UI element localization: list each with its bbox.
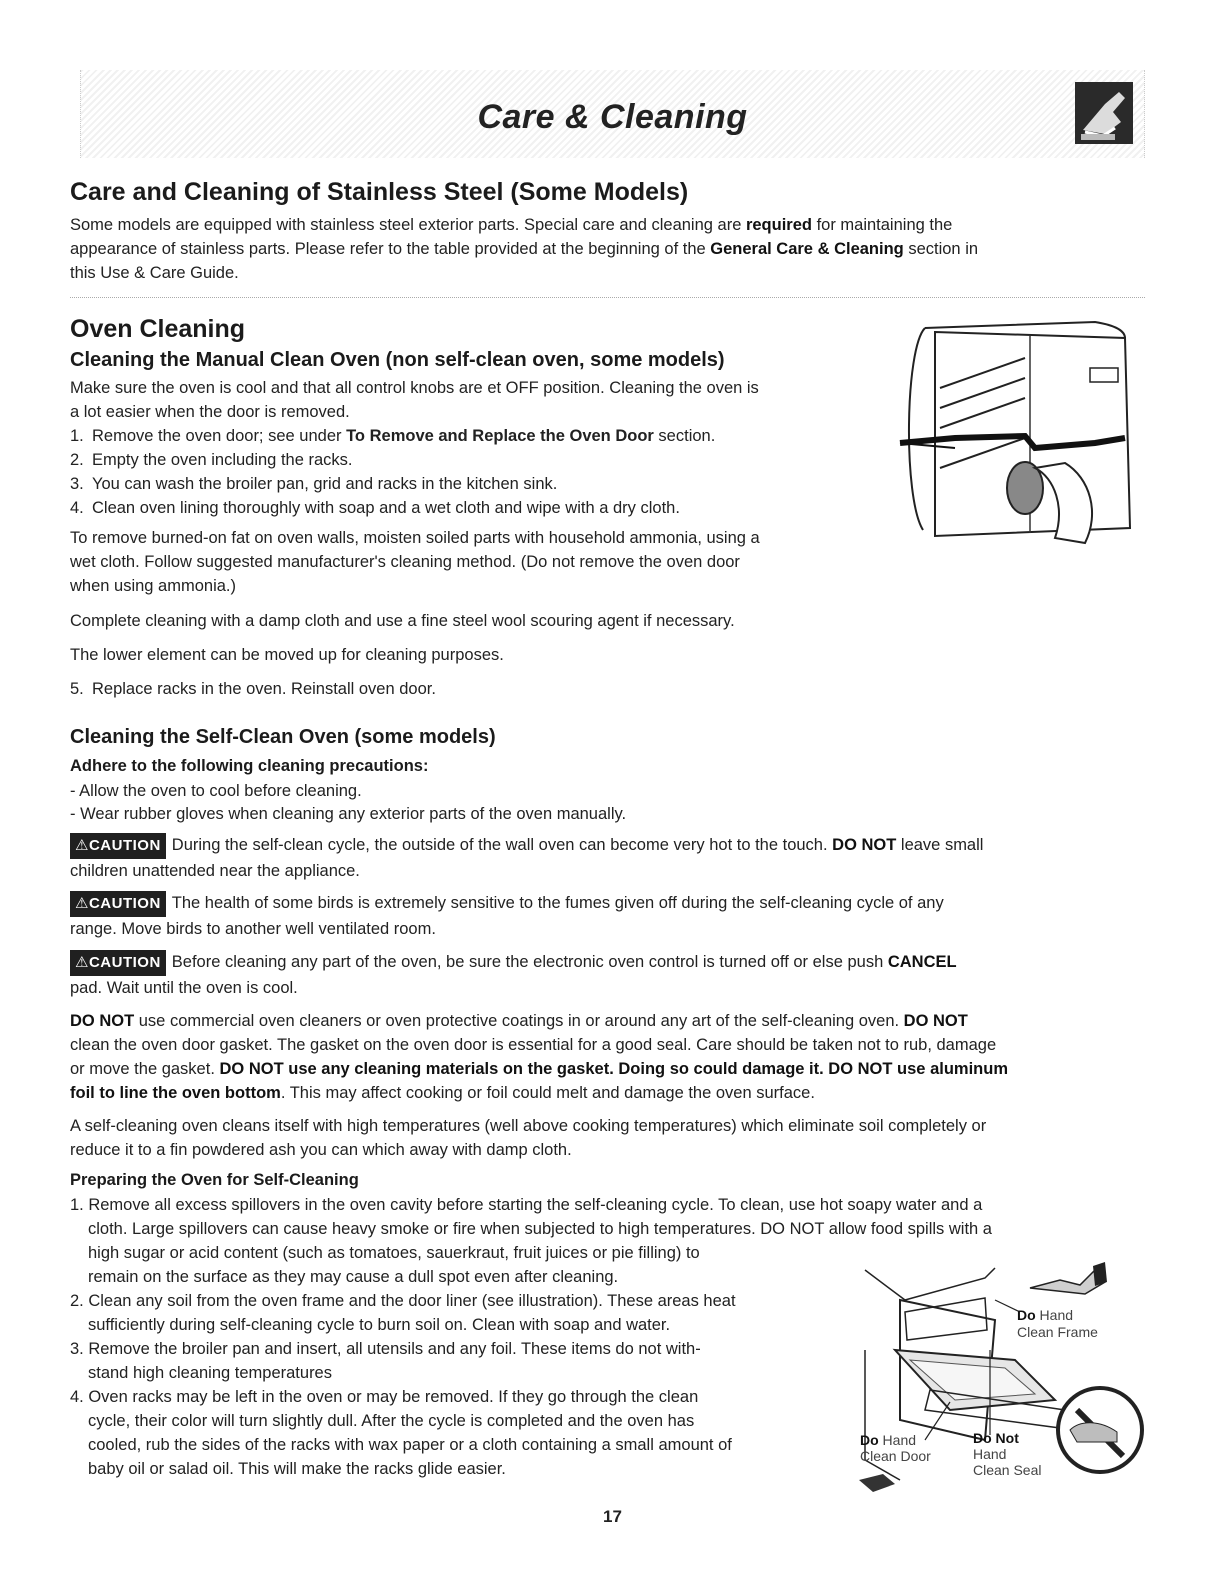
precautions-heading: Adhere to the following cleaning precautions: (70, 757, 429, 775)
ammonia-line-3: when using ammonia.) (70, 577, 236, 595)
caution-3-line-1: ⚠CAUTION Before cleaning any part of the oven, be sure the electronic oven control is turned off or else push CANCEL (70, 950, 957, 976)
do-not-label: Do Not (973, 1430, 1019, 1446)
manual-clean-heading: Cleaning the Manual Clean Oven (non self-clean oven, some models) (70, 349, 725, 371)
precaution-2: - Wear rubber gloves when cleaning any exterior parts of the oven manually. (70, 805, 627, 823)
clean-seal-label: Clean Seal (973, 1462, 1042, 1478)
hand-label: Hand (973, 1446, 1007, 1462)
prep-line: 3. Remove the broiler pan and insert, all utensils and any foil. These items do not with- (70, 1340, 701, 1358)
stainless-paragraph-line-2: appearance of stainless parts. Please refer to the table provided at the beginning of the General Care & Cleaning section in (70, 240, 979, 258)
self-clean-heading: Cleaning the Self-Clean Oven (some models) (70, 726, 496, 748)
do-hand-clean-frame-label: Do Hand (1017, 1307, 1074, 1323)
manual-step-3: 3. You can wash the broiler pan, grid and racks in the kitchen sink. (70, 475, 558, 493)
prep-line: 2. Clean any soil from the oven frame and the door liner (see illustration). These areas heat (70, 1292, 736, 1310)
do-hand-clean-door-label: Do Hand (860, 1432, 917, 1448)
cleaning-hand-icon (1075, 82, 1133, 144)
oven-cleaning-heading: Oven Cleaning (70, 315, 246, 343)
manual-step-5: 5. Replace racks in the oven. Reinstall oven door. (70, 680, 436, 698)
prep-line: cycle, their color will turn slightly dull. After the cycle is completed and the oven has (88, 1412, 695, 1430)
caution-2-line-1: ⚠CAUTION The health of some birds is extremely sensitive to the fumes given off during the self-cleaning cycle of any (70, 891, 944, 917)
caution-badge: ⚠CAUTION (70, 891, 166, 917)
prep-line: baby oil or salad oil. This will make the racks glide easier. (88, 1460, 506, 1478)
prep-line: cloth. Large spillovers can cause heavy smoke or fire when subjected to high temperatures. DO NOT allow food spills with a (88, 1220, 992, 1238)
manual-intro-line-2: a lot easier when the door is removed. (70, 403, 350, 421)
ammonia-line-1: To remove burned-on fat on oven walls, moisten soiled parts with household ammonia, using a (70, 529, 760, 547)
stainless-heading: Care and Cleaning of Stainless Steel (Some Models) (70, 178, 689, 206)
do-not-line-1: DO NOT use commercial oven cleaners or oven protective coatings in or around any art of the self-cleaning oven. DO NOT (70, 1012, 968, 1030)
page-number: 17 (603, 1507, 622, 1526)
prep-line: sufficiently during self-cleaning cycle to burn soil on. Clean with soap and water. (88, 1316, 671, 1334)
steel-wool-paragraph: Complete cleaning with a damp cloth and use a fine steel wool scouring agent if necessary. (70, 612, 735, 630)
prep-line: stand high cleaning temperatures (88, 1364, 332, 1382)
lower-element-paragraph: The lower element can be moved up for cleaning purposes. (70, 646, 504, 664)
precaution-1: - Allow the oven to cool before cleaning. (70, 782, 362, 800)
clean-door-label: Clean Door (860, 1448, 931, 1464)
manual-step-4: 4. Clean oven lining thoroughly with soap and a wet cloth and wipe with a dry cloth. (70, 499, 680, 517)
prep-line: high sugar or acid content (such as tomatoes, sauerkraut, fruit juices or pie filling) to (88, 1244, 700, 1262)
stainless-paragraph-line-3: this Use & Care Guide. (70, 264, 239, 282)
caution-badge: ⚠CAUTION (70, 833, 166, 859)
caution-badge: ⚠CAUTION (70, 950, 166, 976)
caution-1-line-1: ⚠CAUTION During the self-clean cycle, the outside of the wall oven can become very hot to the touch. DO NOT leave small (70, 833, 983, 859)
clean-frame-label: Clean Frame (1017, 1324, 1098, 1340)
do-not-line-2: clean the oven door gasket. The gasket on the oven door is essential for a good seal. Care should be taken not to rub, damage (70, 1036, 997, 1054)
prep-line: 4. Oven racks may be left in the oven or may be removed. If they go through the clean (70, 1388, 699, 1406)
ammonia-line-2: wet cloth. Follow suggested manufacturer's cleaning method. (Do not remove the oven door (70, 553, 740, 571)
oven-door-illustration (855, 1260, 1145, 1500)
manual-intro-line-1: Make sure the oven is cool and that all control knobs are et OFF position. Cleaning the oven is (70, 379, 759, 397)
manual-step-1: 1. Remove the oven door; see under To Remove and Replace the Oven Door section. (70, 427, 716, 445)
caution-3-line-2: pad. Wait until the oven is cool. (70, 979, 298, 997)
banner-title: Care & Cleaning (477, 98, 748, 136)
prepare-heading: Preparing the Oven for Self-Cleaning (70, 1171, 359, 1189)
caution-2-line-2: range. Move birds to another well ventilated room. (70, 920, 436, 938)
stainless-paragraph-line-1: Some models are equipped with stainless steel exterior parts. Special care and cleaning are required for maintaining the (70, 216, 953, 234)
section-banner (80, 70, 1145, 158)
prep-line: cooled, rub the sides of the racks with wax paper or a cloth containing a small amount of (88, 1436, 732, 1454)
self-clean-info-line-1: A self-cleaning oven cleans itself with high temperatures (well above cooking temperatures) which eliminate soil completely or (70, 1117, 987, 1135)
prep-line: remain on the surface as they may cause a dull spot even after cleaning. (88, 1268, 619, 1286)
prep-line: 1. Remove all excess spillovers in the oven cavity before starting the self-cleaning cycle. To clean, use hot soapy water and a (70, 1196, 983, 1214)
section-divider (70, 297, 1145, 298)
oven-interior-illustration (895, 318, 1140, 550)
do-not-line-4: foil to line the oven bottom. This may affect cooking or foil could melt and damage the oven surface. (70, 1084, 815, 1102)
self-clean-info-line-2: reduce it to a fin powdered ash you can which away with damp cloth. (70, 1141, 572, 1159)
do-not-line-3: or move the gasket. DO NOT use any cleaning materials on the gasket. Doing so could damage it. DO NOT use aluminum (70, 1060, 1008, 1078)
manual-step-2: 2. Empty the oven including the racks. (70, 451, 353, 469)
caution-1-line-2: children unattended near the appliance. (70, 862, 360, 880)
